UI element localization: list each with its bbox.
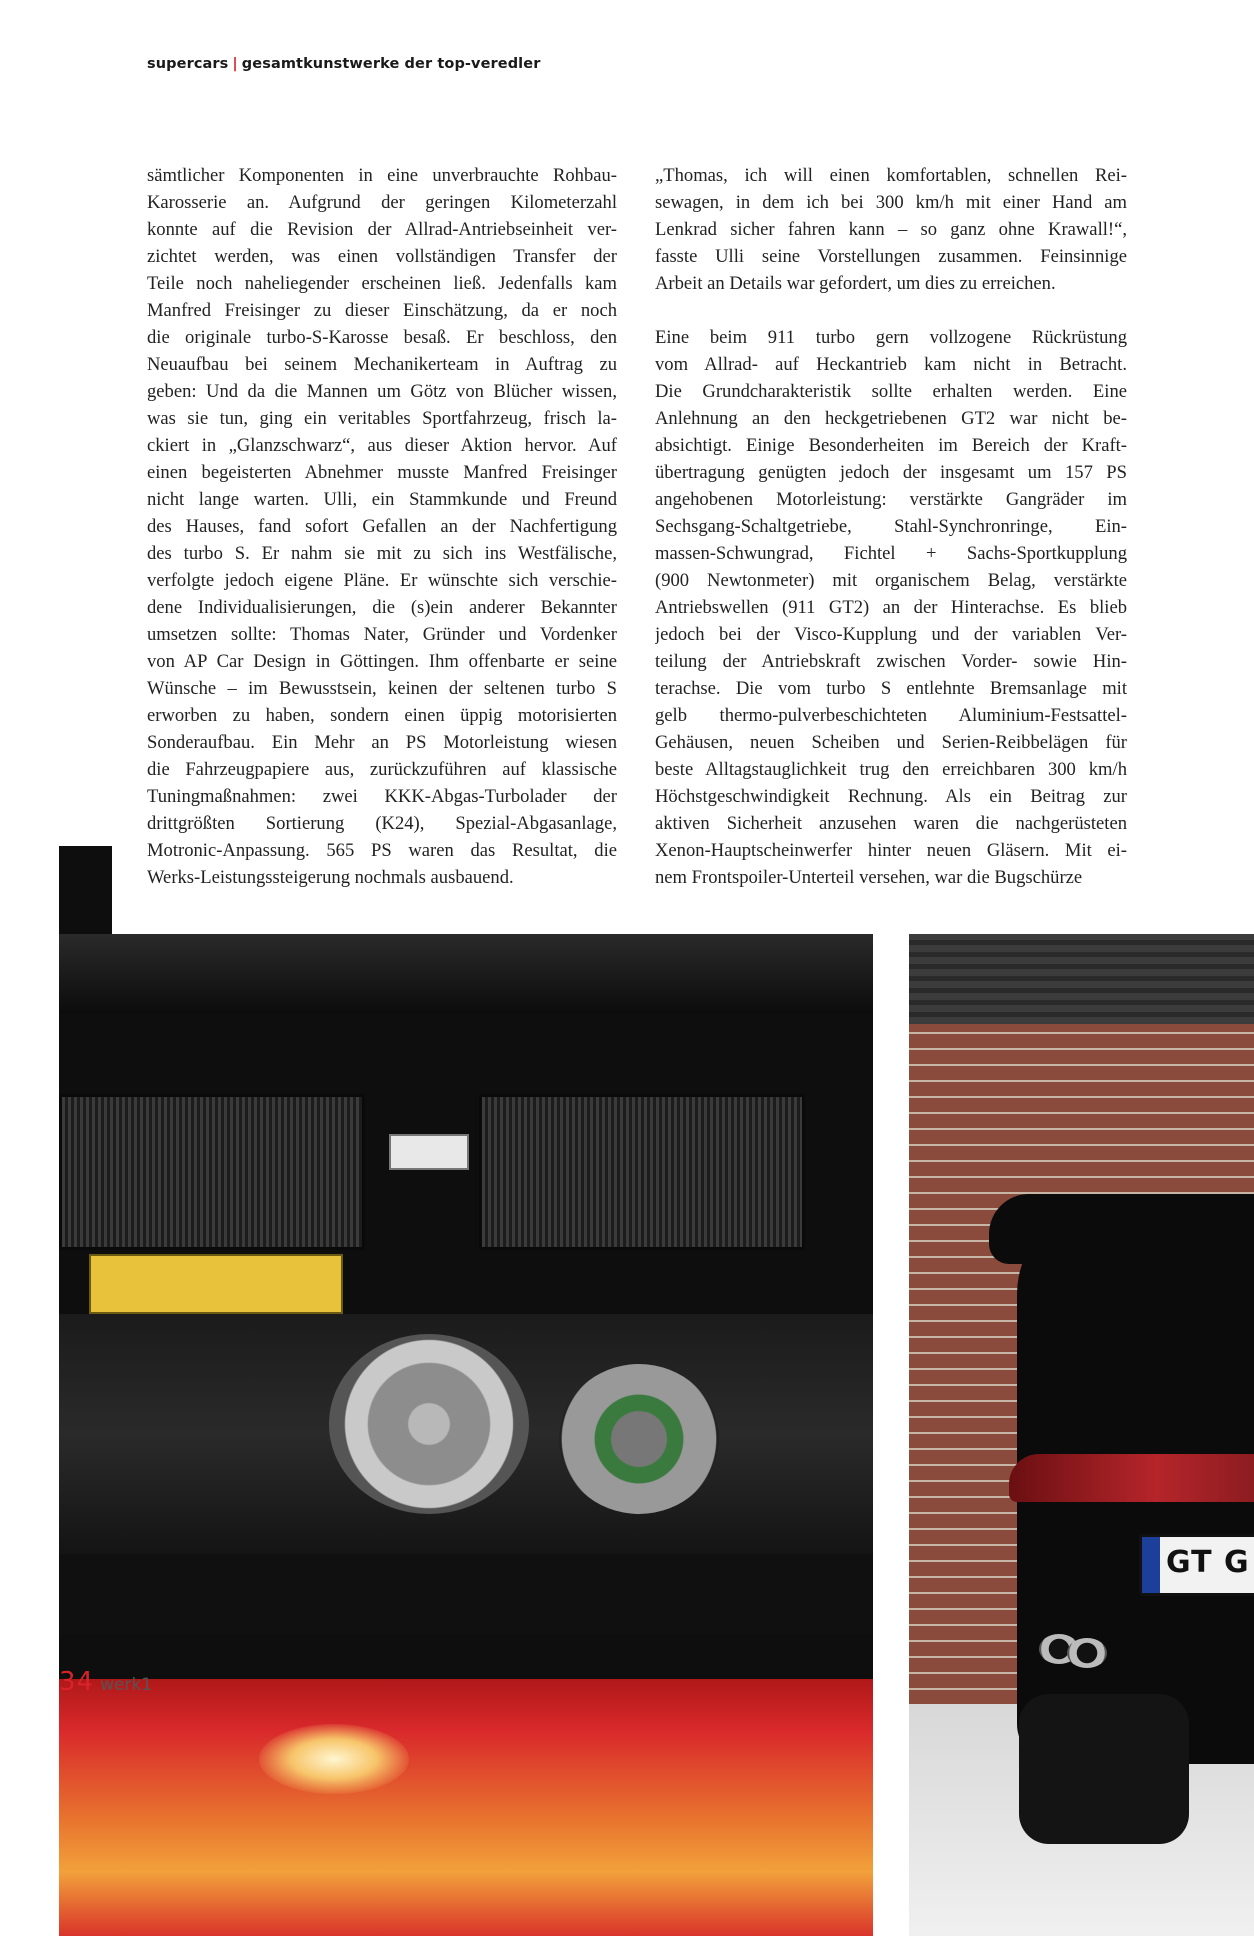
left-column-line: erworben zu haben, sondern einen üppig motorisierten xyxy=(147,705,617,726)
left-column-line: Motronic-Anpassung. 565 PS waren das Resultat, die xyxy=(147,840,617,861)
magazine-brand: werk1 xyxy=(100,1675,153,1695)
right-column-p2-line: terachse. Die vom turbo S entlehnte Bremsanlage mit xyxy=(655,678,1127,699)
left-column-line: ckiert in „Glanzschwarz“, aus dieser Aktion hervor. Auf xyxy=(147,435,617,456)
right-column-p2-line: nem Frontspoiler-Unterteil versehen, war die Bugschürze xyxy=(655,867,1083,888)
header-separator: | xyxy=(232,56,238,72)
car-rear-photo xyxy=(909,934,1254,1936)
right-column-p2-line: Gehäusen, neuen Scheiben und Serien-Reibbelägen für xyxy=(655,732,1127,753)
left-column-line: Teile noch naheliegender erscheinen ließ. Jedenfalls kam xyxy=(147,273,617,294)
tail-light-bar xyxy=(59,1679,873,1936)
running-header xyxy=(147,56,540,72)
left-column-line: verfolgte jedoch eigene Pläne. Er wünschte sich verschie- xyxy=(147,570,617,591)
left-column-line: zichtet werden, was einen vollständigen Transfer der xyxy=(147,246,617,267)
eu-band xyxy=(1142,1537,1160,1593)
left-text-column xyxy=(147,162,617,891)
engine-id-plate xyxy=(389,1134,469,1170)
left-column-line: drittgrößten Sortierung (K24), Spezial-Abgasanlage, xyxy=(147,813,617,834)
left-column-line: Karosserie an. Aufgrund der geringen Kilometerzahl xyxy=(147,192,617,213)
license-plate xyxy=(1139,1534,1254,1596)
left-column-line: konnte auf die Revision der Allrad-Antriebseinheit ver- xyxy=(147,219,617,240)
right-column-p1-line: „Thomas, ich will einen komfortablen, schnellen Rei- xyxy=(655,165,1127,186)
right-column-p2-line: Sechsgang-Schaltgetriebe, Stahl-Synchronringe, Ein- xyxy=(655,516,1127,537)
right-column-p2-line: aktiven Sicherheit anzusehen waren die nachgerüsteten xyxy=(655,813,1127,834)
right-column-p2-line: Eine beim 911 turbo gern vollzogene Rückrüstung xyxy=(655,327,1127,348)
left-column-line: einen begeisterten Abnehmer musste Manfred Freisinger xyxy=(147,462,617,483)
left-column-line: was sie tun, ging ein veritables Sportfahrzeug, frisch la- xyxy=(147,408,617,429)
right-column-p2-line: massen-Schwungrad, Fichtel + Sachs-Sportkupplung xyxy=(655,543,1127,564)
left-column-line: des Hauses, fand sofort Gefallen an der Nachfertigung xyxy=(147,516,617,537)
left-column-line: des turbo S. Er nahm sie mit zu sich ins Westfälische, xyxy=(147,543,617,564)
intercooler-left xyxy=(59,1094,365,1250)
left-column-line: Neuaufbau bei seinem Mechanikerteam in Auftrag zu xyxy=(147,354,617,375)
ac-compressor xyxy=(559,1364,719,1514)
left-column-line: von AP Car Design in Göttingen. Ihm offenbarte er seine xyxy=(147,651,617,672)
left-column-line: umsetzen sollte: Thomas Nater, Gründer und Vordenker xyxy=(147,624,617,645)
rear-cross-bar xyxy=(59,1554,873,1634)
license-plate-text: GT G xyxy=(1166,1545,1250,1580)
right-column-p2-line: Anlehnung an den heckgetriebenen GT2 war nicht be- xyxy=(655,408,1127,429)
right-column-p1-line: fasste Ulli seine Vorstellungen zusammen. Feinsinnige xyxy=(655,246,1127,267)
left-column-line: die Fahrzeugpapiere aus, zurückzuführen auf klassische xyxy=(147,759,617,780)
light-glare xyxy=(259,1724,409,1794)
roof-tiles xyxy=(909,934,1254,1024)
right-column-p2-line: Höchstgeschwindigkeit Rechnung. Als ein Beitrag zur xyxy=(655,786,1127,807)
high-voltage-warning-label xyxy=(89,1254,343,1314)
cooling-fan xyxy=(329,1334,529,1514)
header-title: gesamtkunstwerke der top-veredler xyxy=(241,56,541,72)
right-column-p2-line: jedoch bei der Visco-Kupplung und der variablen Ver- xyxy=(655,624,1127,645)
right-column-p2-line: Die Grundcharakteristik sollte erhalten werden. Eine xyxy=(655,381,1127,402)
page-footer xyxy=(59,1667,152,1697)
left-column-line: Wünsche – im Bewusstsein, keinen der seltenen turbo S xyxy=(147,678,617,699)
right-column-p2-line: absichtigt. Einige Besonderheiten im Bereich der Kraft- xyxy=(655,435,1127,456)
right-column-p2-line: beste Alltagstauglichkeit trug den erreichbaren 300 km/h xyxy=(655,759,1127,780)
car-tail-light xyxy=(1009,1454,1254,1502)
left-column-line: die originale turbo-S-Karosse besaß. Er beschloss, den xyxy=(147,327,617,348)
left-column-line: Manfred Freisinger zu dieser Einschätzung, da er noch xyxy=(147,300,617,321)
page-number: 34 xyxy=(59,1667,95,1697)
right-column-p2-line: Xenon-Hauptscheinwerfer hinter neuen Gläsern. Mit ei- xyxy=(655,840,1127,861)
intercooler-right xyxy=(479,1094,805,1250)
header-section: supercars xyxy=(147,56,229,72)
left-column-line: dene Individualisierungen, die (s)ein anderer Bekannter xyxy=(147,597,617,618)
engine-photo-tab xyxy=(59,846,112,936)
left-column-line: Sonderaufbau. Ein Mehr an PS Motorleistung wiesen xyxy=(147,732,617,753)
right-column-p1-line: sewagen, in dem ich bei 300 km/h mit einer Hand am xyxy=(655,192,1127,213)
right-column-p2-line: Antriebswellen (911 GT2) an der Hinterachse. Es blieb xyxy=(655,597,1127,618)
right-column-p2-line: gelb thermo-pulverbeschichteten Aluminium-Festsattel- xyxy=(655,705,1127,726)
right-text-column xyxy=(655,162,1127,891)
right-column-p1-line: Arbeit an Details war gefordert, um dies zu erreichen. xyxy=(655,273,1056,294)
engine-lid xyxy=(59,934,873,1014)
right-column-p2-line: vom Allrad- auf Heckantrieb kam nicht in Betracht. xyxy=(655,354,1127,375)
right-column-p2-line: teilung der Antriebskraft zwischen Vorder- sowie Hin- xyxy=(655,651,1127,672)
left-column-line: nicht lange warten. Ulli, ein Stammkunde und Freund xyxy=(147,489,617,510)
right-column-p2-line: angehobenen Motorleistung: verstärkte Gangräder im xyxy=(655,489,1127,510)
rear-wheel xyxy=(1019,1694,1189,1844)
left-column-line: Tuningmaßnahmen: zwei KKK-Abgas-Turbolader der xyxy=(147,786,617,807)
engine-bay-photo xyxy=(59,934,873,1936)
left-column-line: sämtlicher Komponenten in eine unverbrauchte Rohbau- xyxy=(147,165,617,186)
left-column-line: Werks-Leistungssteigerung nochmals ausbauend. xyxy=(147,867,514,888)
right-column-p1-line: Lenkrad sicher fahren kann – so ganz ohne Krawall!“, xyxy=(655,219,1127,240)
right-column-p2-line: (900 Newtonmeter) mit organischem Belag, verstärkte xyxy=(655,570,1127,591)
paragraph-gap xyxy=(655,297,1127,324)
exhaust-pipe-right xyxy=(1067,1638,1107,1668)
left-column-line: geben: Und da die Mannen um Götz von Blücher wissen, xyxy=(147,381,617,402)
right-column-p2-line: übertragung genügten jedoch der insgesamt um 157 PS xyxy=(655,462,1127,483)
